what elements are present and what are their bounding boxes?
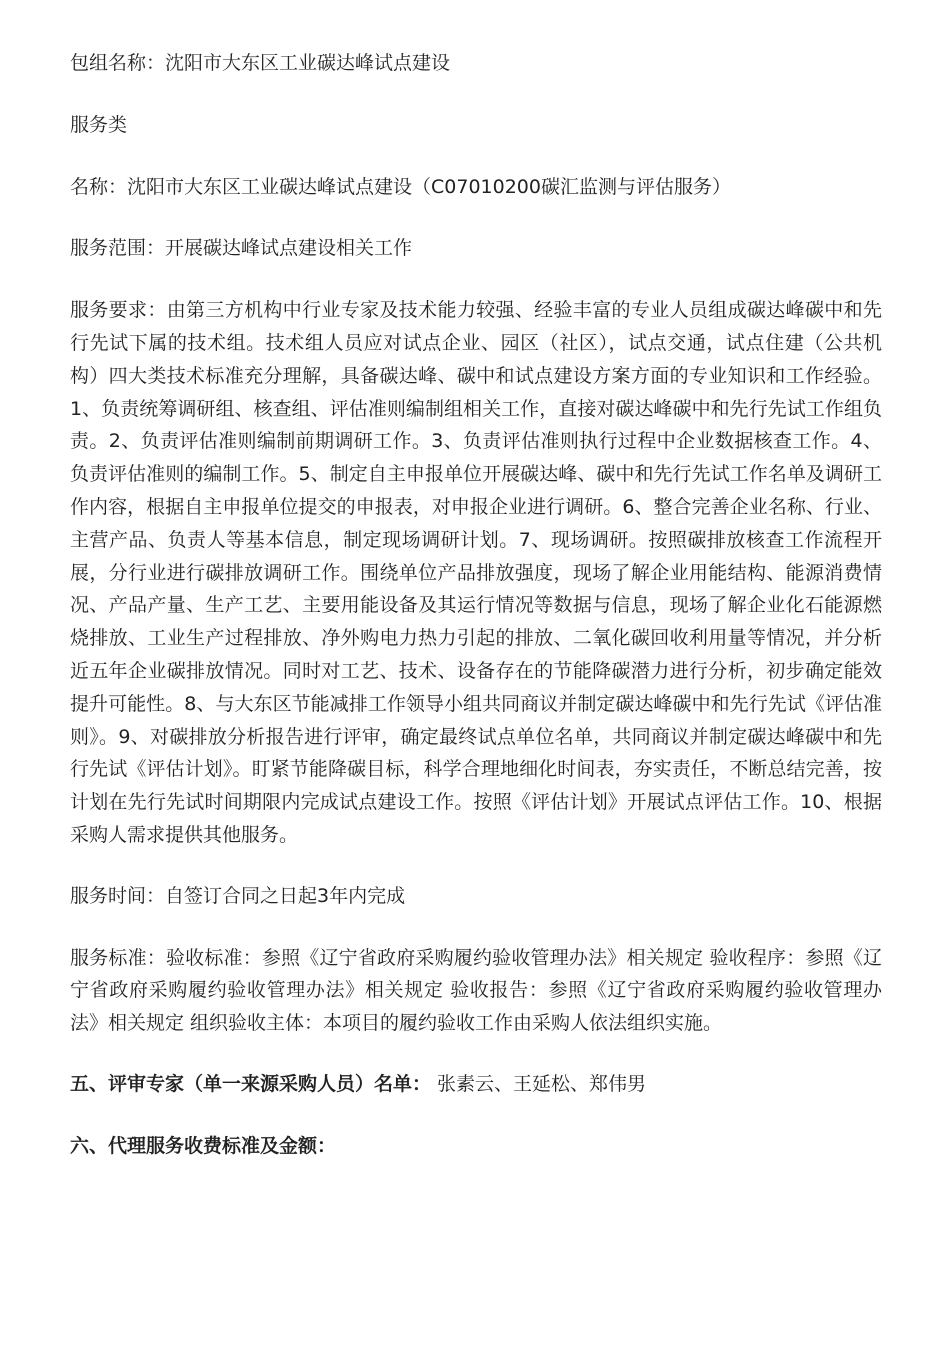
service-scope: 服务范围：开展碳达峰试点建设相关工作 (70, 237, 413, 260)
section-6-fees (70, 1130, 882, 1163)
item-name: 名称：沈阳市大东区工业碳达峰试点建设（C07010200碳汇监测与评估服务） (70, 175, 731, 198)
section-5-label: 五、评审专家（单一来源采购人员）名单： (70, 1072, 432, 1095)
service-standard: 服务标准：验收标准：参照《辽宁省政府采购履约验收管理办法》相关规定 验收程序：参照《辽宁省政府采购履约验收管理办法》相关规定 验收报告：参照《辽宁省政府采购履约验收管理办法》相关规定 组织验收主体：本项目的履约验收工作由采购人依法组织实施。 (70, 946, 882, 1035)
section-6-label: 六、代理服务收费标准及金额： (70, 1134, 337, 1157)
package-name: 包组名称：沈阳市大东区工业碳达峰试点建设 (70, 52, 451, 74)
section-5-experts (70, 1068, 882, 1101)
service-requirements: 服务要求：由第三方机构中行业专家及技术能力较强、经验丰富的专业人员组成碳达峰碳中和先行先试下属的技术组。技术组人员应对试点企业、园区（社区），试点交通，试点住建（公共机构）四大类技术标准充分理解，具备碳达峰、碳中和试点建设方案方面的专业知识和工作经验。1、负责统筹调研组、核查组、评估准则编制组相关工作，直接对碳达峰碳中和先行先试工作组负责。2、负责评估准则编制前期调研工作。3、负责评估准则执行过程中企业数据核查工作。4、负责评估准则的编制工作。5、制定自主申报单位开展碳达峰、碳中和先行先试工作名单及调研工作内容，根据自主申报单位提交的申报表，对申报企业进行调研。6、整合完善企业名称、行业、主营产品、负责人等基本信息，制定现场调研计划。7、现场调研。按照碳排放核查工作流程开展，分行业进行碳排放调研工作。围绕单位产品排放强度，现场了解企业用能结构、能源消费情况、产品产量、生产工艺、主要用能设备及其运行情况等数据与信息，现场了解企业化石能源燃烧排放、工业生产过程排放、净外购电力热力引起的排放、二氧化碳回收利用量等情况，并分析近五年企业碳排放情况。同时对工艺、技术、设备存在的节能降碳潜力进行分析，初步确定能效提升可能性。8、与大东区节能减排工作领导小组共同商议并制定碳达峰碳中和先行先试《评估准则》。9、对碳排放分析报告进行评审，确定最终试点单位名单，共同商议并制定碳达峰碳中和先行先试《评估计划》。盯紧节能降碳目标，科学合理地细化时间表，夯实责任，不断总结完善，按计划在先行先试时间期限内完成试点建设工作。按照《评估计划》开展试点评估工作。10、根据采购人需求提供其他服务。 (70, 299, 882, 846)
section-5-value: 张素云、王延松、郑伟男 (431, 1072, 647, 1095)
service-time: 服务时间：自签订合同之日起3年内完成 (70, 884, 406, 907)
category-label: 服务类 (70, 113, 128, 136)
